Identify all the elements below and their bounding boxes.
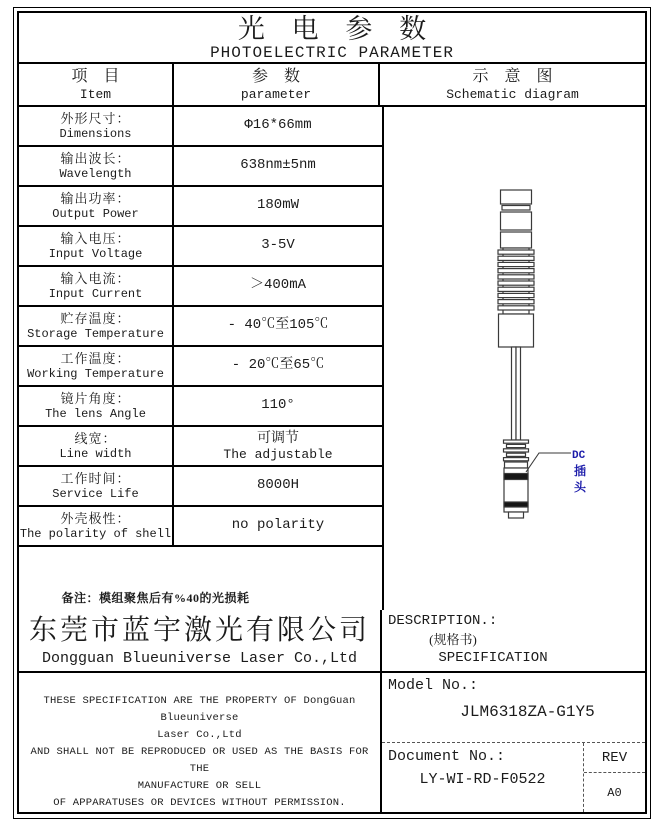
item-label-en: Input Current [48,286,143,301]
item-label-zh: 输入电流： [60,270,131,286]
description-en: SPECIFICATION [438,649,548,666]
disclaimer-line: AND SHALL NOT BE REPRODUCED OR USED AS THE BASIS FOR THE [30,746,369,775]
disclaimer-line: Laser Co.,Ltd [157,729,242,741]
note-cell [19,547,382,610]
revision-value: A0 [607,785,622,800]
dc-label-leader-line [526,453,571,472]
plug-tip [509,512,524,518]
module-thread-band [502,205,530,210]
heatsink-fin [498,306,534,310]
table-body [19,107,645,610]
param-value: ＞400mA [249,277,306,294]
company-band [19,610,645,673]
table-row-input-voltage [19,227,382,267]
table-row-dimensions [19,107,382,147]
strain-relief-rib [504,440,529,443]
disclaimer-cell [19,673,382,812]
document-number-block [382,743,583,812]
disclaimer-line: OF APPARATUSES OR DEVICES WITHOUT PERMISSION. [53,797,346,809]
heatsink-fin [498,268,534,272]
param-value-cell [174,187,382,225]
model-number-value: JLM6318ZA-G1Y5 [460,703,595,721]
revision-label: REV [584,743,645,773]
wire-left [512,347,517,440]
item-label [19,467,174,505]
plug-band-upper [504,473,528,479]
item-label-zh: 线宽： [74,430,117,446]
strain-relief-rib [504,449,529,452]
document-cell [382,743,645,812]
header-schematic-zh: 示 意 图 [472,67,559,85]
heatsink-fin [498,250,534,254]
item-label [19,107,174,145]
model-document-column [382,673,645,812]
item-label-en: Working Temperature [27,366,164,381]
item-label-en: Wavelength [59,166,132,181]
table-row-wavelength [19,147,382,187]
heatsink-fin [498,256,534,260]
param-value-cell [174,107,382,145]
laser-module-drawing [384,107,645,613]
module-block-upper [501,212,532,230]
company-name-zh: 东莞市蓝宇激光有限公司 [28,614,370,646]
item-label [19,227,174,265]
table-row-output-power [19,187,382,227]
item-label [19,187,174,225]
item-label-zh: 输入电压： [60,230,131,246]
table-row-storage-temperature [19,307,382,347]
document-number-label: Document No.: [388,748,506,765]
heatsink-fin [498,293,534,297]
module-body [499,314,534,347]
item-label-en: The polarity of shell [19,526,172,541]
module-lens-cap [501,190,532,204]
param-value: 638nm±5nm [240,157,316,174]
item-label [19,427,174,465]
strain-relief-rib [507,453,526,456]
param-value-cell [174,227,382,265]
dc-label-text: DC [572,449,586,462]
plug-label-char-2: 头 [574,479,587,494]
param-value-line2: The adjustable [223,446,333,462]
heatsink-fin [498,287,534,291]
table-row-line-width [19,427,382,467]
item-label-zh: 输出波长： [60,150,131,166]
item-label [19,347,174,385]
model-number-label: Model No.: [388,677,479,694]
param-value: 3-5V [261,237,295,254]
description-label: DESCRIPTION.: [388,612,498,629]
item-label-en: Storage Temperature [27,326,164,341]
item-label-en: Line width [59,446,132,461]
table-row-input-current [19,267,382,307]
item-label-en: Input Voltage [48,246,143,261]
header-parameter-en: parameter [240,86,312,102]
param-value: Φ16*66mm [244,117,312,134]
param-value: 180mW [256,197,299,214]
model-cell [382,673,645,743]
page-title-en: PHOTOELECTRIC PARAMETER [210,43,454,62]
table-row-working-temperature [19,347,382,387]
header-item-en: Item [79,86,112,102]
document-number-value: LY-WI-RD-F0522 [419,771,546,788]
strain-relief-rib [504,457,529,460]
plug-band-lower [504,502,528,507]
param-value-cell [174,307,382,345]
parameter-rows [19,107,382,610]
revision-column [583,743,645,812]
company-cell [19,610,382,671]
param-value: 110° [261,397,295,414]
param-value-cell [174,267,382,305]
item-label [19,267,174,305]
item-label-en: Service Life [52,486,139,501]
param-value-cell [174,507,382,545]
item-label [19,507,174,545]
param-value: - 40℃至105℃ [227,317,329,334]
item-label-en: Output Power [52,206,139,221]
schematic-cell [382,107,645,610]
disclaimer-line: MANUFACTURE OR SELL [137,780,262,792]
heatsink-fin [498,299,534,303]
heatsink-fin [498,262,534,266]
company-name-en: Dongguan Blueuniverse Laser Co.,Ltd [41,649,358,667]
param-value: 可调节 [257,430,299,446]
table-row-shell-polarity [19,507,382,547]
item-label [19,147,174,185]
param-value-cell [174,147,382,185]
bottom-band [19,673,645,812]
header-item-zh: 项 目 [71,67,126,85]
description-cell [382,610,645,671]
param-value-cell [174,387,382,425]
table-header-row [19,64,645,106]
focus-loss-note: 备注：模组聚焦后有%40的光损耗 [61,590,250,605]
page-title-zh: 光 电 参 数 [237,13,437,44]
param-value-cell [174,427,382,465]
item-label-en: Dimensions [59,126,132,141]
header-item [19,64,174,104]
heatsink-fin [498,281,534,285]
param-value: 8000H [256,477,299,494]
header-schematic-en: Schematic diagram [446,86,579,102]
param-value-cell [174,347,382,385]
item-label-zh: 工作时间： [60,470,131,486]
table-row-service-life [19,467,382,507]
item-label-zh: 镜片角度： [60,390,131,406]
strain-relief-rib [507,444,526,447]
header-schematic [380,64,645,104]
item-label [19,307,174,345]
item-label [19,387,174,425]
heatsink-fin [498,275,534,279]
item-label-en: The lens Angle [45,406,146,421]
param-value-cell [174,467,382,505]
sheet-inner-border [17,11,647,814]
module-block-lower [501,232,532,248]
table-row-lens-angle [19,387,382,427]
item-label-zh: 输出功率： [60,190,131,206]
header-parameter-zh: 参 数 [251,67,306,85]
plug-label-char-1: 插 [574,463,587,478]
plug-collar [505,462,528,468]
item-label-zh: 外壳极性： [60,510,131,526]
param-value: no polarity [231,517,325,534]
description-zh: (规格书) [429,631,477,647]
title-block [19,13,645,64]
param-value: - 20℃至65℃ [231,357,325,374]
header-parameter [174,64,380,104]
disclaimer-line: THESE SPECIFICATION ARE THE PROPERTY OF DongGuan Blueuniverse [43,695,356,724]
sheet-outer-border [13,7,651,819]
item-label-zh: 外形尺寸： [60,110,131,126]
wire-right [516,347,521,440]
item-label-zh: 贮存温度： [60,310,131,326]
item-label-zh: 工作温度： [60,350,131,366]
